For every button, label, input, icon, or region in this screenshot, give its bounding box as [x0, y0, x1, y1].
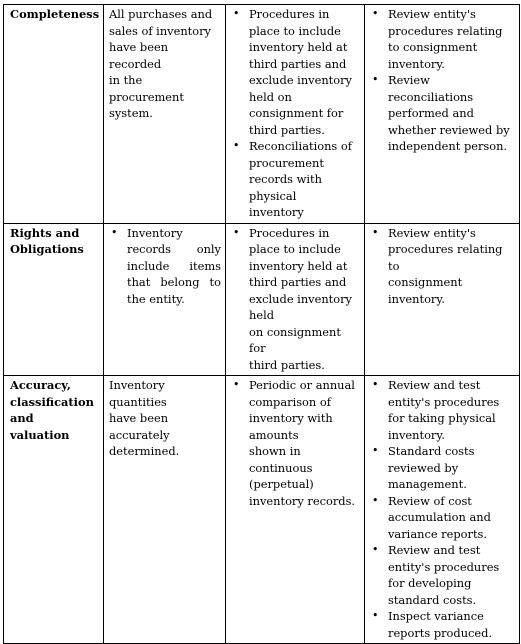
objective-cell: All purchases and sales of inventory have been recorded in the procurement system.: [104, 5, 226, 224]
tests-cell: [365, 223, 520, 376]
test-item: • Review of cost accumulation and variance reports.: [369, 493, 515, 543]
test-item: • Standard costs reviewed by management.: [369, 443, 515, 493]
table-row: [4, 223, 520, 376]
control-item: • Procedures in place to include inventory held at third parties and exclude inventory held on consignment for third parties.: [230, 225, 360, 374]
assertion-cell: Completeness: [4, 5, 104, 224]
test-item: • Review entity's procedures relating to consignment inventory.: [369, 6, 515, 72]
control-item: • Reconciliations of procurement records with physical inventory: [230, 138, 360, 221]
controls-cell: [226, 5, 365, 224]
test-item: • Review and test entity's procedures for taking physical inventory.: [369, 377, 515, 443]
objective-item: • Inventory records only include items that belong to the entity.: [108, 225, 221, 308]
audit-assertions-table: [3, 4, 520, 644]
objective-cell: [104, 223, 226, 376]
test-item: • Review entity's procedures relating to consignment inventory.: [369, 225, 515, 308]
test-item: • Review and test entity's procedures for developing standard costs.: [369, 542, 515, 608]
assertion-cell: Accuracy, classification and valuation: [4, 376, 104, 644]
table-row: [4, 376, 520, 644]
controls-cell: [226, 223, 365, 376]
control-item: • Periodic or annual comparison of inventory with amounts shown in continuous (perpetual) inventory records.: [230, 377, 360, 509]
tests-cell: [365, 5, 520, 224]
tests-cell: [365, 376, 520, 644]
assertion-cell: Rights and Obligations: [4, 223, 104, 376]
table-row: [4, 5, 520, 224]
test-item: • Review reconciliations performed and whether reviewed by independent person.: [369, 72, 515, 155]
controls-cell: [226, 376, 365, 644]
test-item: • Inspect variance reports produced.: [369, 608, 515, 641]
objective-cell: Inventory quantities have been accurately determined.: [104, 376, 226, 644]
control-item: • Procedures in place to include inventory held at third parties and exclude inventory held on consignment for third parties.: [230, 6, 360, 138]
